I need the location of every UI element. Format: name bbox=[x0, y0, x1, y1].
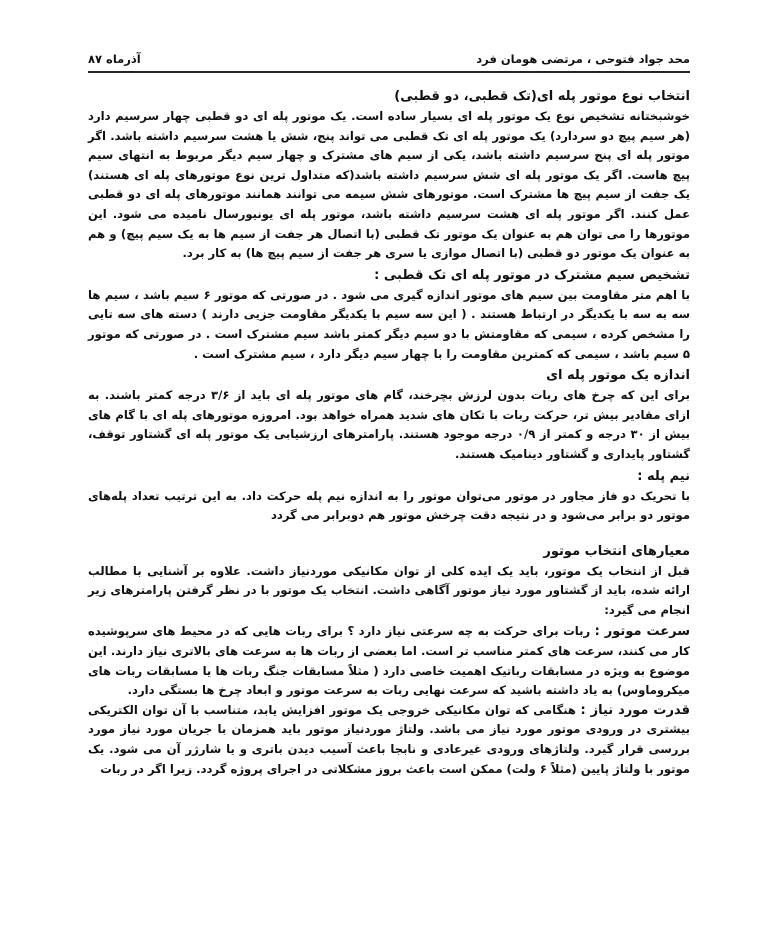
section-title-motor-size: اندازه یک موتور پله ای bbox=[546, 368, 690, 384]
criterion-label: سرعت موتور : bbox=[594, 624, 690, 640]
header-authors: محد جواد فتوحی ، مرتضی هومان فرد bbox=[476, 52, 690, 66]
document-page bbox=[88, 52, 690, 779]
section-text-selection-criteria: قبل از انتخاب یک موتور، باید یک ایده کلی از توان مکانیکی موردنیاز داشت. علاوه بر آشنایی با مطالب ارائه شده، باید از گشتاور مورد نیاز موتور آگاهی داشت. انتخاب یک موتور با در نظر گرفتن پارامترهای زیر انجام می گیرد: bbox=[88, 563, 690, 617]
section-title-selection-criteria: معیارهای انتخاب موتور bbox=[543, 543, 690, 559]
criterion-required-power bbox=[88, 701, 690, 779]
section-text-motor-type: خوشبختانه تشخیص نوع یک موتور پله ای بسیار ساده است. یک موتور پله ای دو قطبی چهار سرسیم دارد (هر سیم پیچ دو سردارد) یک موتور پله ای تک قطبی می تواند پنج، شش یا هشت سرسیم داشته باشد. اگر موتور پله ای پنج سرسیم داشته باشد، یکی از سیم های مشترک و چهار سیم دیگر مربوط به انتهای سیم پیچ هاست. اگر یک موتور پله ای شش سرسیم داشته باشد(که متداول ترین نوع موتورهای پله ای هستند) یک جفت از سیم پیچ ها مشترک است. موتورهای شش سیمه می توانند همانند موتورهای پله ای دو قطبی عمل کنند. اگر موتور پله ای هشت سرسیم داشته باشد، موتور پله ای یونیورسال نامیده می شود. این موتورها را می توان هم به عنوان یک موتور تک قطبی (با اتصال هر جفت از سیم ها به یک سیم پیچ) و هم به عنوان یک موتور دو قطبی (با اتصال موازی یا سری هر جفت از سیم پیچ ها) به کار برد. bbox=[88, 109, 690, 261]
criterion-motor-speed bbox=[88, 622, 690, 700]
header-date: آذرماه ۸۷ bbox=[88, 52, 141, 66]
section-text-motor-size: برای این که چرخ های ربات بدون لرزش بچرخند، گام های موتور پله ای باید از ۳/۶ درجه کمتر باشند. به ازای مقادیر بیش تر، حرکت ربات با تکان های شدید همراه خواهد بود. امروزه موتورهای پله ای با گام های بیش از ۳۰ درجه و کمتر از ۰/۹ درجه موجود هستند. پارامترهای ارزشیابی یک موتور پله ای گشتاور توقف، گشتاور پایداری و گشتاور دینامیک هستند. bbox=[88, 388, 690, 461]
criterion-text: ربات برای حرکت به چه سرعتی نیاز دارد ؟ برای ربات هایی که در محیط های سرپوشیده کار می کنند، سرعت های کمتر مناسب تر است. اما بعضی از ربات ها به سرعت های بالاتری نیاز دارند. این موضوع به ویژه در مسابقات رباتیک اهمیت خاصی دارد ( مثلاً مسابقات جنگ ربات ها یا مسابقات ربات های میکروماوس) به یاد داشته باشید که سرعت نهایی ربات به سرعت موتور و ابعاد چرخ ها بستگی دارد. bbox=[88, 624, 690, 698]
section-text-half-step: با تحریک دو فاز مجاور در موتور می‌توان موتور را به اندازه نیم پله حرکت داد. به این ترتیب تعداد پله‌های موتور دو برابر می‌شود و در نتیجه دقت چرخش موتور هم دوبرابر می گردد bbox=[88, 488, 690, 523]
criterion-text: هنگامی که توان مکانیکی خروجی یک موتور افزایش یابد، متناسب با آن توان الکتریکی بیشتری در ورودی موتور مورد نیاز می باشد. ولتاژ موردنیاز موتور باید همزمان با جریان مورد نیاز مورد بررسی قرار گیرد. ولتاژهای ورودی غیرعادی و نابجا باعث آسیب دیدن باتری و یا شارژر آن می شود. یک موتور با ولتاژ پایین (مثلاً ۶ ولت) ممکن است باعث بروز مشکلاتی در اجرای پروژه گردد. زیرا اگر در ربات bbox=[88, 702, 690, 776]
criterion-label: قدرت مورد نیاز : bbox=[580, 702, 690, 718]
section-text-common-wire: با اهم متر مقاومت بین سیم های موتور اندازه گیری می شود . در صورتی که موتور ۶ سیم باشد ، سیم ها سه به سه با یکدیگر در ارتباط هستند . ( این سه سیم با یکدیگر مقاومت جزیی دارند ) دسته های سه تایی را مشخص کرده ، سیمی که مقاومتش با دو سیم دیگر کمتر باشد سیم مشترک است . در صورتی که موتور ۵ سیم باشد ، سیمی که کمترین مقاومت را با چهار سیم دیگر دارد ، سیم مشترک است . bbox=[88, 287, 690, 361]
section-title-common-wire: تشخیص سیم مشترک در موتور پله ای تک قطبی : bbox=[374, 267, 690, 283]
page-header bbox=[88, 52, 690, 73]
section-title-motor-type: انتخاب نوع موتور پله ای(تک قطبی، دو قطبی) bbox=[394, 89, 690, 104]
section-title-half-step: نیم پله : bbox=[637, 468, 690, 484]
